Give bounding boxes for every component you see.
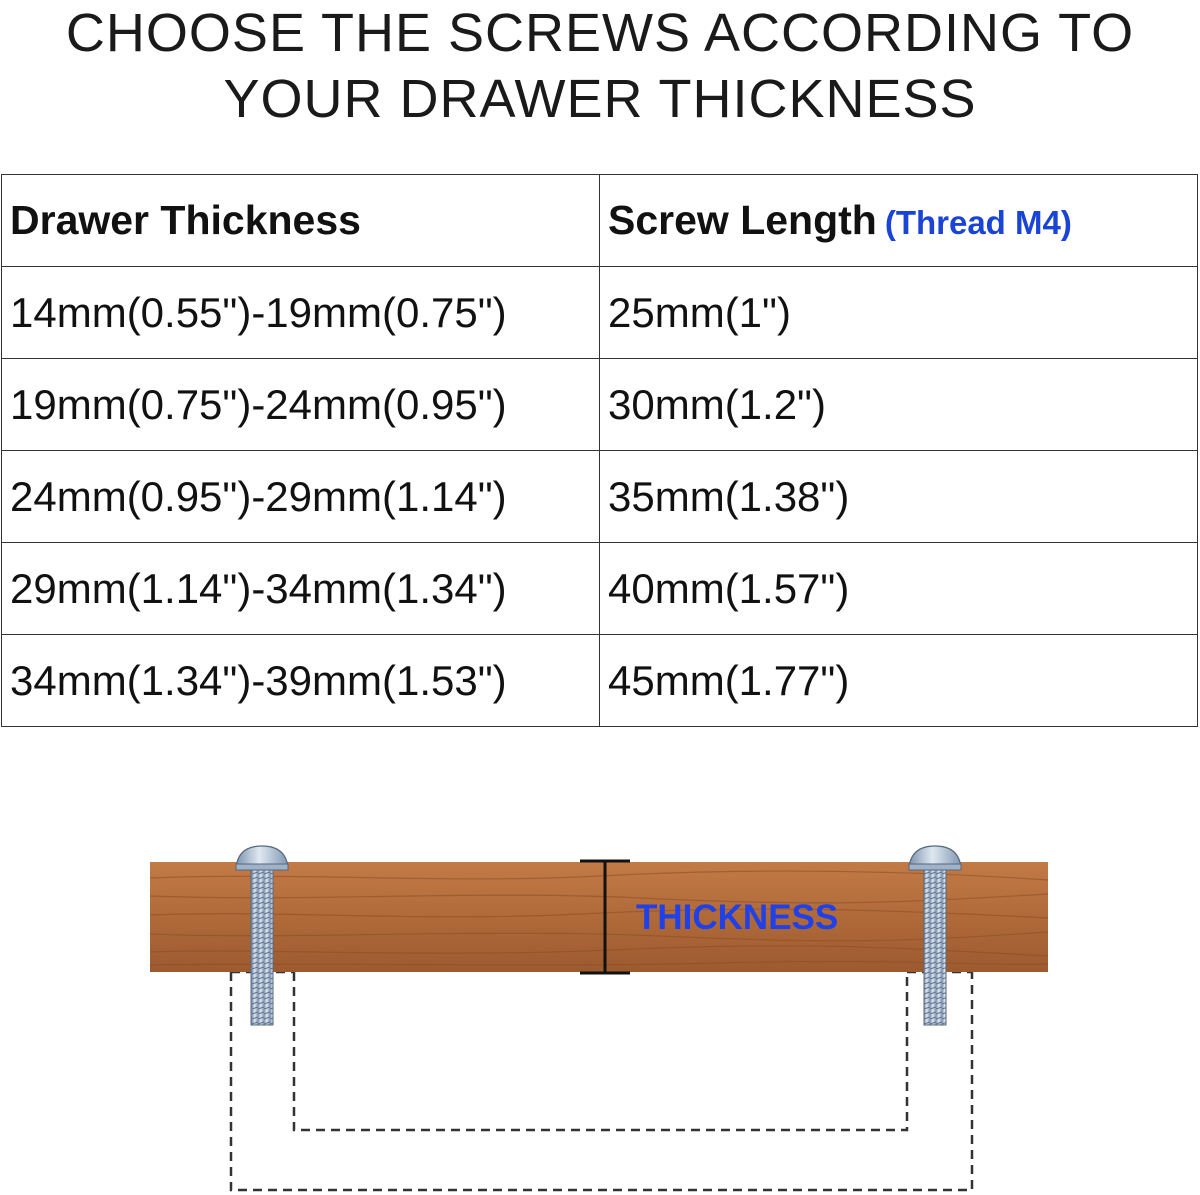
- page-title: [0, 0, 1200, 132]
- thickness-cell: 14mm(0.55")-19mm(0.75"): [2, 267, 600, 359]
- table-row: [2, 543, 1198, 635]
- table-row: [2, 451, 1198, 543]
- thickness-cell: 34mm(1.34")-39mm(1.53"): [2, 635, 600, 727]
- screw-length-cell: 25mm(1"): [600, 267, 1198, 359]
- thickness-cell: 19mm(0.75")-24mm(0.95"): [2, 359, 600, 451]
- table-row: [2, 635, 1198, 727]
- header-screw-length: Screw Length: [608, 197, 877, 243]
- header-drawer-thickness: Drawer Thickness: [2, 175, 600, 267]
- wood-board: [150, 862, 1048, 972]
- thickness-cell: 24mm(0.95")-29mm(1.14"): [2, 451, 600, 543]
- screw-size-table: [1, 174, 1198, 727]
- thickness-label: THICKNESS: [636, 898, 839, 937]
- drawer-mounting-diagram: [0, 840, 1200, 1195]
- screw-length-cell: 30mm(1.2"): [600, 359, 1198, 451]
- screw-length-cell: 45mm(1.77"): [600, 635, 1198, 727]
- header-screw-length-cell: [600, 175, 1198, 267]
- thickness-cell: 29mm(1.14")-34mm(1.34"): [2, 543, 600, 635]
- table-row: [2, 359, 1198, 451]
- screw-length-cell: 40mm(1.57"): [600, 543, 1198, 635]
- table-header-row: [2, 175, 1198, 267]
- screw-length-cell: 35mm(1.38"): [600, 451, 1198, 543]
- title-line-1: CHOOSE THE SCREWS ACCORDING TO: [65, 3, 1135, 63]
- handle-outline: [231, 972, 972, 1190]
- thread-note: (Thread M4): [884, 204, 1072, 241]
- table-row: [2, 267, 1198, 359]
- title-line-2: YOUR DRAWER THICKNESS: [223, 69, 977, 129]
